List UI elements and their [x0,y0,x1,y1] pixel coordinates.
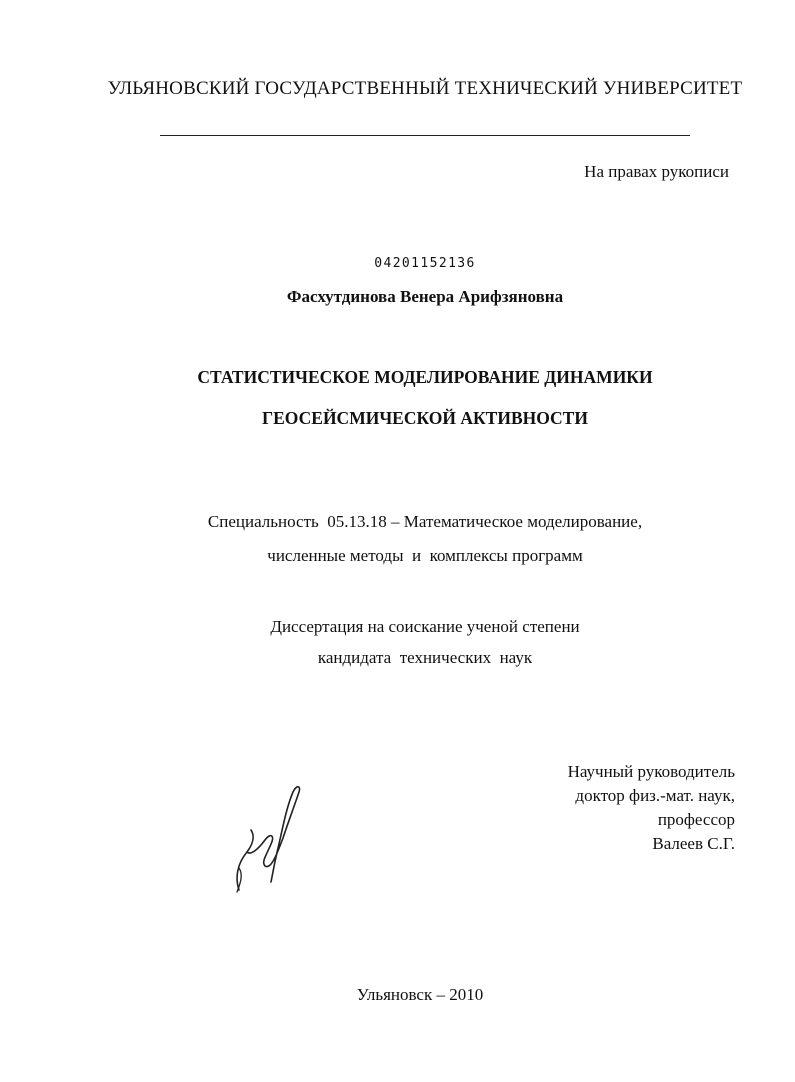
specialty-line-2: численные методы и комплексы программ [267,546,583,565]
degree-line-1: Диссертация на соискание ученой степени [270,617,580,636]
handwritten-signature [225,778,315,898]
scientific-supervisor [568,760,735,856]
city-and-year: Ульяновск – 2010 [356,985,484,1004]
manuscript-rights-note: На правах рукописи [584,162,729,181]
university-name: УЛЬЯНОВСКИЙ ГОСУДАРСТВЕННЫЙ ТЕХНИЧЕСКИЙ УНИВЕРСИТЕТ [107,78,743,99]
specialty-line-1: Специальность 05.13.18 – Математическое моделирование, [207,512,643,531]
author-name: Фасхутдинова Венера Арифзяновна [286,287,564,306]
supervisor-degree: доктор физ.-мат. наук, [575,786,735,805]
header-divider [160,135,690,136]
dissertation-title-line-2: ГЕОСЕЙСМИЧЕСКОЙ АКТИВНОСТИ [262,408,588,428]
dissertation-title-line-1: СТАТИСТИЧЕСКОЕ МОДЕЛИРОВАНИЕ ДИНАМИКИ [197,367,653,387]
supervisor-role: Научный руководитель [567,762,735,781]
catalog-number: 04201152136 [374,256,476,271]
degree-line-2: кандидата технических наук [317,648,533,667]
supervisor-title: профессор [657,810,735,829]
supervisor-name: Валеев С.Г. [652,834,735,853]
